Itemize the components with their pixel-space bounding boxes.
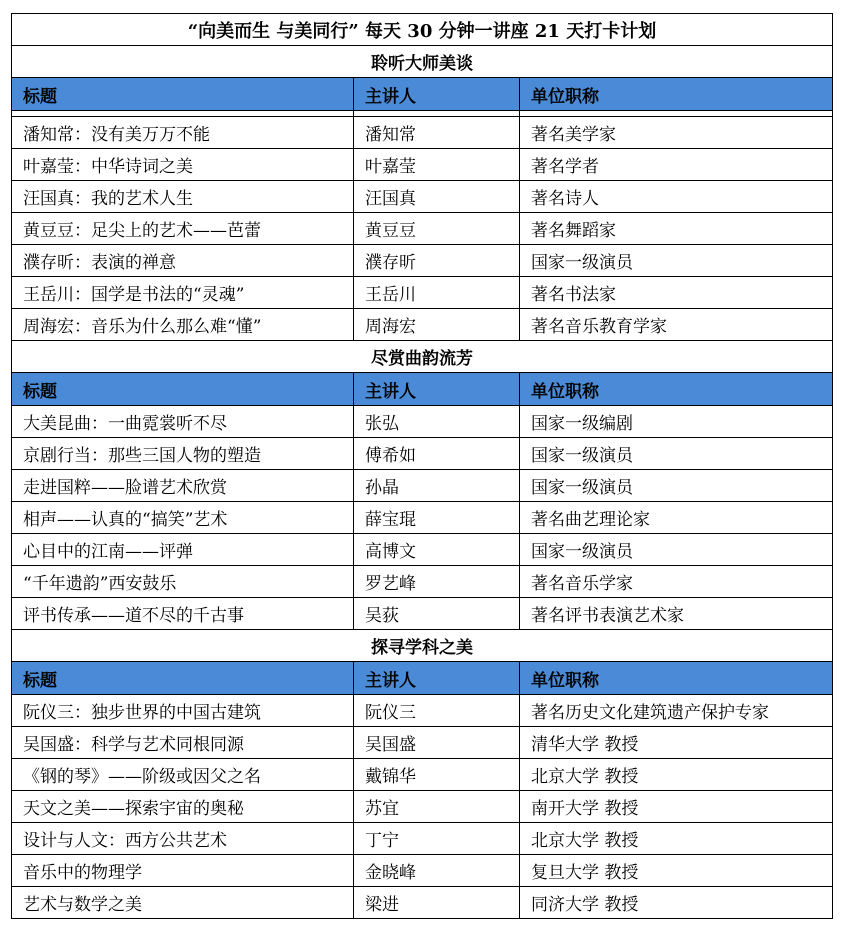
title-cell: 艺术与数学之美 bbox=[12, 887, 354, 919]
speaker-cell: 高博文 bbox=[354, 534, 520, 566]
speaker-cell: 吴国盛 bbox=[354, 727, 520, 759]
table-row bbox=[12, 117, 833, 149]
affiliation-cell: 著名历史文化建筑遗产保护专家 bbox=[520, 695, 833, 727]
title-cell: 天文之美——探索宇宙的奥秘 bbox=[12, 791, 354, 823]
table-row bbox=[12, 759, 833, 791]
table-row bbox=[12, 887, 833, 919]
header-speaker: 主讲人 bbox=[354, 78, 520, 111]
table-row bbox=[12, 534, 833, 566]
title-cell: 音乐中的物理学 bbox=[12, 855, 354, 887]
title-cell: 濮存昕：表演的禅意 bbox=[12, 245, 354, 277]
speaker-cell: 戴锦华 bbox=[354, 759, 520, 791]
affiliation-cell: 南开大学 教授 bbox=[520, 791, 833, 823]
header-affiliation: 单位职称 bbox=[520, 78, 833, 111]
section-title: 尽赏曲韵流芳 bbox=[12, 341, 833, 373]
title-cell: 王岳川：国学是书法的“灵魂” bbox=[12, 277, 354, 309]
title-cell: 评书传承——道不尽的千古事 bbox=[12, 598, 354, 630]
speaker-cell: 周海宏 bbox=[354, 309, 520, 341]
table-row bbox=[12, 213, 833, 245]
affiliation-cell: 著名曲艺理论家 bbox=[520, 502, 833, 534]
header-title: 标题 bbox=[12, 373, 354, 406]
table-row bbox=[12, 470, 833, 502]
header-affiliation: 单位职称 bbox=[520, 662, 833, 695]
affiliation-cell: 著名音乐学家 bbox=[520, 566, 833, 598]
table-row bbox=[12, 502, 833, 534]
header-title: 标题 bbox=[12, 662, 354, 695]
table-row bbox=[12, 855, 833, 887]
table-row bbox=[12, 791, 833, 823]
table-row bbox=[12, 245, 833, 277]
speaker-cell: 金晓峰 bbox=[354, 855, 520, 887]
title-cell: “千年遗韵”西安鼓乐 bbox=[12, 566, 354, 598]
title-cell: 心目中的江南——评弹 bbox=[12, 534, 354, 566]
table-row bbox=[12, 309, 833, 341]
affiliation-cell: 复旦大学 教授 bbox=[520, 855, 833, 887]
title-cell: 吴国盛：科学与艺术同根同源 bbox=[12, 727, 354, 759]
header-speaker: 主讲人 bbox=[354, 373, 520, 406]
section-title: 探寻学科之美 bbox=[12, 630, 833, 662]
affiliation-cell: 北京大学 教授 bbox=[520, 759, 833, 791]
table-row bbox=[12, 277, 833, 309]
column-header-row bbox=[12, 373, 833, 406]
document-title: “向美而生 与美同行” 每天 30 分钟一讲座 21 天打卡计划 bbox=[12, 14, 833, 46]
affiliation-cell: 同济大学 教授 bbox=[520, 887, 833, 919]
speaker-cell: 潘知常 bbox=[354, 117, 520, 149]
affiliation-cell: 著名诗人 bbox=[520, 181, 833, 213]
affiliation-cell: 国家一级演员 bbox=[520, 245, 833, 277]
title-cell: 汪国真：我的艺术人生 bbox=[12, 181, 354, 213]
affiliation-cell: 清华大学 教授 bbox=[520, 727, 833, 759]
table-row bbox=[12, 727, 833, 759]
column-header-row bbox=[12, 662, 833, 695]
title-cell: 叶嘉莹：中华诗词之美 bbox=[12, 149, 354, 181]
table-row bbox=[12, 598, 833, 630]
affiliation-cell: 著名舞蹈家 bbox=[520, 213, 833, 245]
speaker-cell: 苏宜 bbox=[354, 791, 520, 823]
table-row bbox=[12, 438, 833, 470]
affiliation-cell: 著名评书表演艺术家 bbox=[520, 598, 833, 630]
affiliation-cell: 著名学者 bbox=[520, 149, 833, 181]
section-row bbox=[12, 341, 833, 373]
speaker-cell: 阮仪三 bbox=[354, 695, 520, 727]
speaker-cell: 孙晶 bbox=[354, 470, 520, 502]
section-row bbox=[12, 630, 833, 662]
title-cell: 京剧行当：那些三国人物的塑造 bbox=[12, 438, 354, 470]
table-row bbox=[12, 566, 833, 598]
affiliation-cell: 著名音乐教育学家 bbox=[520, 309, 833, 341]
title-cell: 走进国粹——脸谱艺术欣赏 bbox=[12, 470, 354, 502]
title-cell: 设计与人文：西方公共艺术 bbox=[12, 823, 354, 855]
speaker-cell: 濮存昕 bbox=[354, 245, 520, 277]
speaker-cell: 叶嘉莹 bbox=[354, 149, 520, 181]
speaker-cell: 张弘 bbox=[354, 406, 520, 438]
title-cell: 潘知常：没有美万万不能 bbox=[12, 117, 354, 149]
affiliation-cell: 北京大学 教授 bbox=[520, 823, 833, 855]
title-cell: 大美昆曲：一曲霓裳听不尽 bbox=[12, 406, 354, 438]
header-title: 标题 bbox=[12, 78, 354, 111]
section-title: 聆听大师美谈 bbox=[12, 46, 833, 78]
table-row bbox=[12, 149, 833, 181]
speaker-cell: 黄豆豆 bbox=[354, 213, 520, 245]
table-row bbox=[12, 181, 833, 213]
affiliation-cell: 国家一级编剧 bbox=[520, 406, 833, 438]
table-row bbox=[12, 406, 833, 438]
table-row bbox=[12, 823, 833, 855]
section-row bbox=[12, 46, 833, 78]
speaker-cell: 薛宝琨 bbox=[354, 502, 520, 534]
header-affiliation: 单位职称 bbox=[520, 373, 833, 406]
affiliation-cell: 国家一级演员 bbox=[520, 470, 833, 502]
title-cell: 阮仪三：独步世界的中国古建筑 bbox=[12, 695, 354, 727]
affiliation-cell: 著名美学家 bbox=[520, 117, 833, 149]
speaker-cell: 梁进 bbox=[354, 887, 520, 919]
speaker-cell: 吴荻 bbox=[354, 598, 520, 630]
speaker-cell: 王岳川 bbox=[354, 277, 520, 309]
lecture-plan-table bbox=[11, 13, 833, 919]
speaker-cell: 汪国真 bbox=[354, 181, 520, 213]
title-cell: 相声——认真的“搞笑”艺术 bbox=[12, 502, 354, 534]
speaker-cell: 傅希如 bbox=[354, 438, 520, 470]
title-cell: 《钢的琴》——阶级或因父之名 bbox=[12, 759, 354, 791]
speaker-cell: 丁宁 bbox=[354, 823, 520, 855]
affiliation-cell: 国家一级演员 bbox=[520, 534, 833, 566]
title-cell: 周海宏：音乐为什么那么难“懂” bbox=[12, 309, 354, 341]
column-header-row bbox=[12, 78, 833, 111]
table-row bbox=[12, 695, 833, 727]
title-cell: 黄豆豆：足尖上的艺术——芭蕾 bbox=[12, 213, 354, 245]
speaker-cell: 罗艺峰 bbox=[354, 566, 520, 598]
affiliation-cell: 著名书法家 bbox=[520, 277, 833, 309]
affiliation-cell: 国家一级演员 bbox=[520, 438, 833, 470]
header-speaker: 主讲人 bbox=[354, 662, 520, 695]
